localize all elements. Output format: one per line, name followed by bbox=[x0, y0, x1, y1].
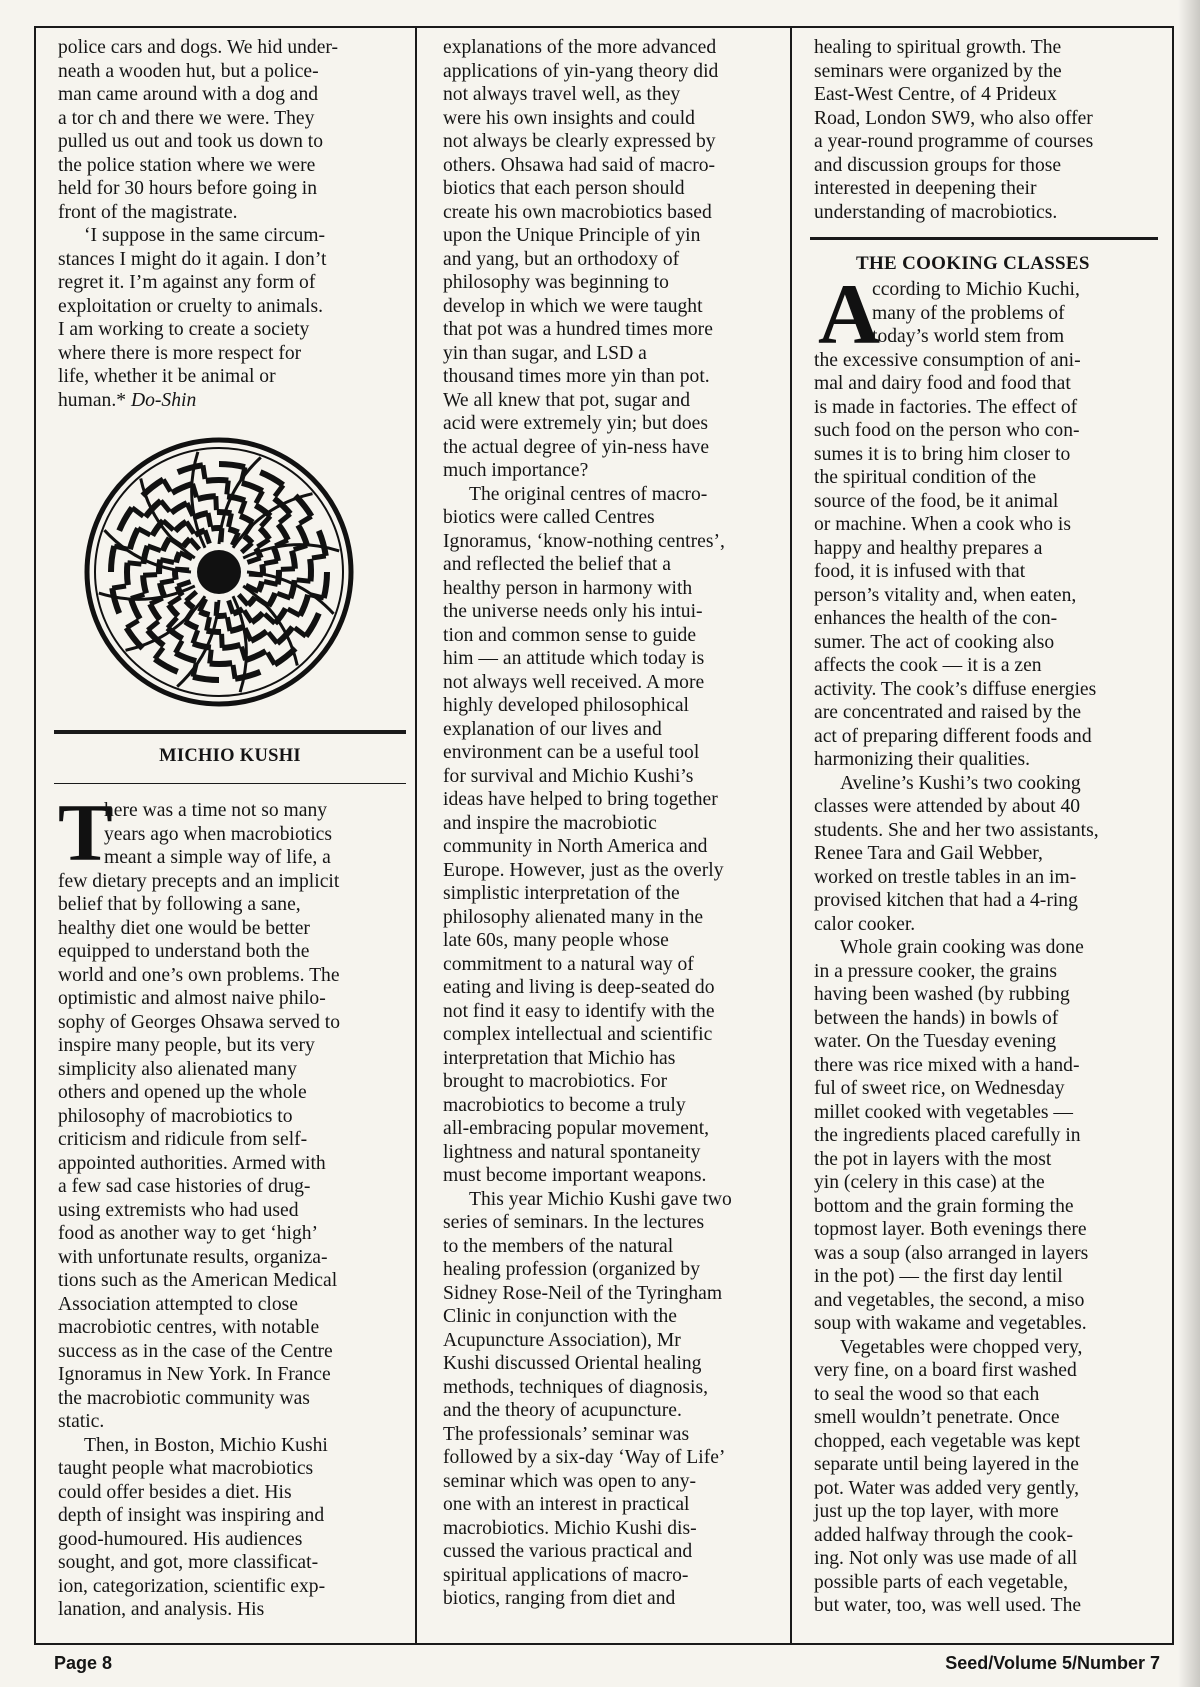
text-line: highly developed philosophical bbox=[443, 695, 689, 716]
emblem-stroke bbox=[297, 580, 311, 582]
text-line: healthy diet one would be better bbox=[58, 917, 310, 939]
emblem-stroke bbox=[130, 528, 138, 549]
column-2-text bbox=[443, 36, 783, 1611]
text-line: lightness and natural spontaneity bbox=[443, 1141, 701, 1163]
emblem-stroke bbox=[155, 659, 178, 672]
emblem-stroke bbox=[298, 525, 307, 545]
text-line: such food on the person who con- bbox=[814, 420, 1080, 441]
text-line: create his own macrobiotics based bbox=[443, 201, 712, 223]
emblem-stroke bbox=[175, 641, 182, 653]
emblem-stroke bbox=[247, 558, 260, 563]
text-line: a year-round programme of courses bbox=[814, 131, 1094, 152]
text-line: Vegetables were chopped very, bbox=[840, 1336, 1083, 1358]
text-line: East-West Centre, of 4 Prideux bbox=[814, 84, 1057, 105]
emblem-stroke bbox=[177, 582, 190, 587]
text-line: spiritual applications of macro- bbox=[443, 1564, 689, 1586]
text-line: macrobiotics to become a truly bbox=[443, 1094, 686, 1116]
text-line: held for 30 hours before going in bbox=[58, 178, 318, 199]
text-line: Then, in Boston, Michio Kushi bbox=[84, 1434, 328, 1456]
text-line: philosophy was beginning to bbox=[443, 272, 669, 293]
text-line: interpretation that Michio has bbox=[443, 1047, 676, 1069]
text-line: simplicity also alienated many bbox=[58, 1058, 297, 1080]
page-edge-shadow bbox=[1178, 0, 1200, 1687]
text-line: ccording to Michio Kuchi, bbox=[872, 279, 1080, 300]
text-line: many of the problems of bbox=[872, 302, 1065, 324]
text-line: brought to macrobiotics. For bbox=[443, 1071, 668, 1092]
text-line: healing profession (organized by bbox=[443, 1259, 701, 1280]
text-line: to the members of the natural bbox=[443, 1235, 674, 1257]
text-line: others and opened up the whole bbox=[58, 1082, 307, 1103]
page-number: Page 8 bbox=[54, 1653, 113, 1673]
text-line: to seal the wood so that each bbox=[814, 1383, 1040, 1405]
emblem-stroke bbox=[203, 465, 205, 479]
text-line: exploitation or cruelty to animals. bbox=[58, 295, 323, 317]
text-line: eating and living is deep-seated do bbox=[443, 977, 715, 998]
text-line: cussed the various practical and bbox=[443, 1541, 693, 1562]
text-line: person’s vitality and, when eaten, bbox=[814, 584, 1077, 606]
column-divider bbox=[415, 28, 417, 1644]
text-line: regret it. I’m against any form of bbox=[58, 272, 316, 293]
text-line: biotics that each person should bbox=[443, 178, 685, 199]
text-line: using extremists who had used bbox=[58, 1199, 299, 1221]
emblem-stroke bbox=[198, 496, 216, 499]
text-line: ideas have helped to bring together bbox=[443, 789, 718, 810]
text-line: equipped to understand both the bbox=[58, 941, 310, 962]
emblem-stroke bbox=[127, 621, 139, 628]
emblem-stroke bbox=[292, 551, 295, 569]
column-1-body-text bbox=[58, 799, 408, 1622]
emblem-stroke bbox=[264, 561, 278, 564]
text-line: provised kitchen that had a 4-ring bbox=[814, 890, 1078, 911]
emblem-stroke bbox=[260, 472, 283, 485]
emblem-stroke bbox=[242, 543, 253, 552]
emblem-stroke bbox=[246, 651, 266, 660]
text-line: taught people what macrobiotics bbox=[58, 1458, 314, 1479]
text-line: belief that by following a sane, bbox=[58, 894, 301, 915]
emblem-stroke bbox=[210, 663, 232, 664]
text-line: Sidney Rose-Neil of the Tyringham bbox=[443, 1282, 723, 1304]
text-line: commitment to a natural way of bbox=[443, 953, 694, 975]
text-line: depth of insight was inspiring and bbox=[58, 1505, 325, 1526]
column-1-top-text bbox=[58, 36, 408, 412]
text-line: simplistic interpretation of the bbox=[443, 883, 680, 904]
closing-line: human.* Do-Shin bbox=[58, 389, 197, 411]
text-line: others. Ohsawa had said of macro- bbox=[443, 154, 716, 176]
emblem-stroke bbox=[175, 653, 196, 661]
text-line: stances I might do it again. I don’t bbox=[58, 248, 327, 270]
text-line: not find it easy to identify with the bbox=[443, 1000, 715, 1022]
text-line: smell wouldn’t penetrate. Once bbox=[814, 1407, 1060, 1428]
text-line: is made in factories. The effect of bbox=[814, 396, 1078, 418]
text-line: series of seminars. In the lectures bbox=[443, 1212, 705, 1233]
text-line: explanations of the more advanced bbox=[443, 37, 717, 58]
emblem-stroke bbox=[216, 496, 217, 510]
emblem-stroke bbox=[163, 480, 170, 492]
text-line: healing to spiritual growth. The bbox=[814, 37, 1062, 58]
emblem-stroke bbox=[264, 582, 278, 585]
text-line: bottom and the grain forming the bbox=[814, 1195, 1074, 1217]
emblem-stroke bbox=[300, 516, 312, 523]
emblem-stroke bbox=[208, 513, 211, 527]
text-line: followed by a six-day ‘Way of Life’ bbox=[443, 1447, 726, 1468]
emblem-stroke bbox=[222, 645, 240, 648]
text-line: pot. Water was added very gently, bbox=[814, 1477, 1080, 1499]
emblem-stroke bbox=[277, 593, 290, 598]
emblem-stroke bbox=[186, 522, 194, 534]
drop-cap: A bbox=[818, 266, 881, 362]
text-line: possible parts of each vegetable, bbox=[814, 1571, 1069, 1593]
text-line: appointed authorities. Armed with bbox=[58, 1152, 326, 1174]
text-line: world and one’s own problems. The bbox=[58, 964, 340, 986]
text-line: between the hands) in bowls of bbox=[814, 1007, 1059, 1029]
text-line: where there is more respect for bbox=[58, 342, 302, 364]
text-line: Acupuncture Association), Mr bbox=[443, 1329, 681, 1351]
text-line: and inspire the macrobiotic bbox=[443, 812, 657, 834]
emblem-stroke bbox=[239, 595, 248, 606]
text-line: much importance? bbox=[443, 460, 589, 481]
text-line: affects the cook — it is a zen bbox=[814, 655, 1042, 676]
emblem-stroke bbox=[197, 550, 241, 594]
text-line: the excessive consumption of ani- bbox=[814, 349, 1081, 371]
emblem-stroke bbox=[324, 572, 327, 598]
emblem-stroke bbox=[268, 653, 275, 665]
text-line: all-embracing popular movement, bbox=[443, 1118, 710, 1139]
text-line: ion, categorization, scientific exp- bbox=[58, 1575, 326, 1597]
text-line: Renee Tara and Gail Webber, bbox=[814, 843, 1043, 864]
emblem-stroke bbox=[155, 648, 163, 659]
text-line: very fine, on a board first washed bbox=[814, 1360, 1077, 1381]
text-line: pulled us out and took us down to bbox=[58, 131, 324, 152]
text-line: and vegetables, the second, a miso bbox=[814, 1289, 1085, 1311]
text-line: a tor ch and there we were. They bbox=[58, 107, 315, 129]
text-line: philosophy alienated many in the bbox=[443, 906, 704, 928]
text-line: criticism and ridicule from self- bbox=[58, 1129, 308, 1150]
text-line: thousand times more yin than pot. bbox=[443, 366, 710, 387]
text-line: inspire many people, but its very bbox=[58, 1035, 315, 1056]
text-line: and the theory of acupuncture. bbox=[443, 1400, 682, 1421]
text-line: biotics were called Centres bbox=[443, 507, 655, 528]
text-line: sought, and got, more classificat- bbox=[58, 1552, 319, 1573]
text-line: act of preparing different foods and bbox=[814, 725, 1092, 747]
emblem-stroke bbox=[258, 539, 270, 547]
drop-cap: T bbox=[58, 787, 113, 878]
emblem-stroke bbox=[240, 501, 245, 514]
text-line: could offer besides a diet. His bbox=[58, 1481, 292, 1503]
text-line: for survival and Michio Kushi’s bbox=[443, 765, 694, 787]
text-line: tion and common sense to guide bbox=[443, 624, 697, 646]
text-line: biotics, ranging from diet and bbox=[443, 1588, 676, 1609]
text-line: students. She and her two assistants, bbox=[814, 819, 1099, 841]
text-line: the pot in layers with the most bbox=[814, 1148, 1052, 1170]
emblem-stroke bbox=[171, 503, 187, 513]
text-line: him — an attitude which today is bbox=[443, 648, 705, 669]
text-line: water. On the Tuesday evening bbox=[814, 1031, 1057, 1052]
emblem-stroke bbox=[229, 600, 234, 613]
column-3-top-text bbox=[814, 36, 1166, 224]
text-line: and yang, but an orthodoxy of bbox=[443, 248, 680, 270]
emblem-stroke bbox=[227, 481, 229, 495]
text-line: explanation of our lives and bbox=[443, 718, 662, 740]
text-line: sumes it is to bring him closer to bbox=[814, 443, 1071, 465]
emblem-stroke bbox=[251, 631, 267, 641]
text-line: Kushi discussed Oriental healing bbox=[443, 1353, 702, 1374]
text-line: We all knew that pot, sugar and bbox=[443, 389, 691, 411]
emblem-stroke bbox=[219, 464, 245, 467]
emblem-stroke bbox=[143, 575, 146, 593]
text-line: The professionals’ seminar was bbox=[443, 1423, 690, 1445]
text-line: This year Michio Kushi gave two bbox=[469, 1188, 732, 1210]
text-line: ful of sweet rice, on Wednesday bbox=[814, 1078, 1065, 1099]
emblem-stroke bbox=[112, 586, 126, 588]
emblem-stroke bbox=[207, 617, 210, 631]
emblem-stroke bbox=[319, 531, 326, 556]
signature: Do-Shin bbox=[130, 389, 197, 411]
emblem-stroke bbox=[111, 546, 114, 572]
text-line: today’s world stem from bbox=[872, 326, 1065, 347]
text-line: food, it is infused with that bbox=[814, 561, 1026, 582]
column-divider bbox=[790, 28, 792, 1644]
emblem-stroke bbox=[161, 501, 170, 512]
emblem-stroke bbox=[235, 672, 260, 679]
section-rule bbox=[810, 237, 1158, 240]
emblem-stroke bbox=[178, 465, 203, 472]
emblem-stroke bbox=[300, 595, 308, 616]
text-line: topmost layer. Both evenings there bbox=[814, 1219, 1087, 1240]
text-line: added halfway through the cook- bbox=[814, 1524, 1073, 1546]
text-line: chopped, each vegetable was kept bbox=[814, 1430, 1081, 1452]
text-line: Association attempted to close bbox=[58, 1293, 298, 1315]
emblem-stroke bbox=[186, 592, 197, 601]
emblem-stroke bbox=[281, 569, 295, 570]
text-line: macrobiotic centres, with notable bbox=[58, 1317, 320, 1338]
text-line: seminar which was open to any- bbox=[443, 1470, 697, 1492]
emblem-stroke bbox=[128, 563, 142, 565]
text-line: one with an interest in practical bbox=[443, 1494, 690, 1515]
emblem-stroke bbox=[206, 480, 228, 481]
emblem-stroke bbox=[275, 485, 283, 496]
text-line: there was rice mixed with a hand- bbox=[814, 1054, 1080, 1076]
section-rule bbox=[54, 783, 406, 784]
emblem-stroke bbox=[233, 665, 235, 679]
text-line: was a soup (also arranged in layers bbox=[814, 1242, 1089, 1264]
emblem-stroke bbox=[256, 491, 263, 503]
emblem-stroke bbox=[132, 508, 143, 516]
text-line: philosophy of macrobiotics to bbox=[58, 1105, 293, 1127]
text-line: separate until being layered in the bbox=[814, 1454, 1079, 1475]
text-line: in a pressure cooker, the grains bbox=[814, 960, 1057, 982]
emblem-stroke bbox=[160, 580, 174, 583]
text-line: complex intellectual and scientific bbox=[443, 1024, 713, 1045]
text-line: healthy person in harmony with bbox=[443, 577, 693, 599]
text-line: worked on trestle tables in an im- bbox=[814, 866, 1077, 888]
text-line: not always travel well, as they bbox=[443, 84, 681, 105]
emblem-stroke bbox=[295, 628, 306, 636]
text-line: the spiritual condition of the bbox=[814, 467, 1037, 488]
emblem-stroke bbox=[312, 556, 326, 558]
text-line: I am working to create a society bbox=[58, 319, 310, 340]
emblem-stroke bbox=[150, 604, 160, 620]
text-line: classes were attended by about 40 bbox=[814, 796, 1081, 817]
text-line: seminars were organized by the bbox=[814, 60, 1062, 82]
text-line: upon the Unique Principle of yin bbox=[443, 225, 701, 246]
text-line: here was a time not so many bbox=[104, 800, 328, 821]
text-line: calor cooker. bbox=[814, 913, 916, 935]
text-line: Whole grain cooking was done bbox=[840, 937, 1084, 958]
emblem-stroke bbox=[268, 632, 277, 643]
emblem-stroke bbox=[169, 597, 181, 605]
text-line: interested in deepening their bbox=[814, 178, 1037, 199]
section-heading: MICHIO KUSHI bbox=[159, 746, 301, 766]
text-line: sophy of Georges Ohsawa served to bbox=[58, 1011, 341, 1033]
text-line: just up the top layer, with more bbox=[814, 1501, 1059, 1522]
text-line: late 60s, many people whose bbox=[443, 930, 669, 951]
emblem-stroke bbox=[205, 530, 210, 543]
text-line: the police station where we were bbox=[58, 154, 316, 176]
text-line: ing. Not only was use made of all bbox=[814, 1548, 1078, 1569]
text-line: harmonizing their qualities. bbox=[814, 749, 1031, 770]
text-line: neath a wooden hut, but a police- bbox=[58, 60, 319, 82]
text-line: the universe needs only his intui- bbox=[443, 601, 703, 622]
text-line: good-humoured. His audiences bbox=[58, 1528, 303, 1550]
text-line: and reflected the belief that a bbox=[443, 554, 671, 575]
text-line: enhances the health of the con- bbox=[814, 608, 1058, 629]
text-line: static. bbox=[58, 1411, 105, 1432]
emblem-stroke bbox=[210, 650, 212, 664]
text-line: the macrobiotic community was bbox=[58, 1387, 310, 1409]
text-line: understanding of macrobiotics. bbox=[814, 201, 1058, 223]
emblem-stroke bbox=[148, 621, 159, 630]
text-line: Road, London SW9, who also offer bbox=[814, 107, 1093, 129]
section-rule bbox=[54, 730, 406, 734]
text-line: happy and healthy prepares a bbox=[814, 537, 1043, 559]
text-line: source of the food, be it animal bbox=[814, 490, 1059, 512]
emblem-stroke bbox=[193, 677, 219, 680]
issue-label: Seed/Volume 5/Number 7 bbox=[945, 1653, 1160, 1673]
emblem-stroke bbox=[160, 560, 174, 563]
text-line: Europe. However, just as the overly bbox=[443, 859, 724, 881]
emblem-stroke bbox=[119, 508, 132, 531]
text-line: optimistic and almost naive philo- bbox=[58, 988, 326, 1009]
cooking-classes-heading: THE COOKING CLASSES bbox=[856, 253, 1090, 274]
text-line: success as in the case of the Centre bbox=[58, 1340, 333, 1362]
text-line: in the pot) — the first day lentil bbox=[814, 1266, 1063, 1287]
text-line: sumer. The act of cooking also bbox=[814, 631, 1055, 653]
text-line: Aveline’s Kushi’s two cooking bbox=[840, 772, 1081, 794]
text-line: The original centres of macro- bbox=[469, 483, 708, 505]
text-line: but water, too, was well used. The bbox=[814, 1595, 1082, 1616]
text-line: the ingredients placed carefully in bbox=[814, 1125, 1081, 1146]
text-line: meant a simple way of life, a bbox=[104, 847, 331, 868]
text-line: that pot was a hundred times more bbox=[443, 319, 713, 340]
text-line: yin than sugar, and LSD a bbox=[443, 342, 647, 364]
emblem-stroke bbox=[244, 611, 252, 623]
column-3-body-text bbox=[814, 278, 1166, 1618]
emblem-stroke bbox=[222, 634, 223, 648]
emblem-stroke bbox=[127, 563, 128, 585]
text-line: few dietary precepts and an implicit bbox=[58, 870, 340, 892]
emblem-stroke bbox=[288, 609, 300, 616]
text-line: not always well received. A more bbox=[443, 671, 705, 693]
text-line: with unfortunate results, organiza- bbox=[58, 1246, 328, 1268]
text-line: ‘I suppose in the same circum- bbox=[84, 225, 326, 246]
text-line: years ago when macrobiotics bbox=[104, 823, 332, 845]
text-line: lanation, and analysis. His bbox=[58, 1599, 265, 1620]
text-line: soup with wakame and vegetables. bbox=[814, 1313, 1087, 1334]
emblem-stroke bbox=[229, 513, 232, 527]
text-line: methods, techniques of diagnosis, bbox=[443, 1376, 709, 1398]
text-line: man came around with a dog and bbox=[58, 84, 319, 105]
text-line: millet cooked with vegetables — bbox=[814, 1101, 1074, 1123]
emblem-stroke bbox=[172, 484, 192, 493]
emblem-stroke bbox=[143, 575, 157, 576]
emblem-stroke bbox=[242, 483, 263, 491]
text-line: mal and dairy food and food that bbox=[814, 373, 1071, 394]
emblem-stroke bbox=[193, 630, 198, 643]
text-line: environment can be a useful tool bbox=[443, 742, 700, 763]
emblem-stroke bbox=[306, 613, 319, 636]
text-line: tions such as the American Medical bbox=[58, 1270, 338, 1291]
text-line: not always be clearly expressed by bbox=[443, 131, 716, 152]
text-line: food as another way to get ‘high’ bbox=[58, 1223, 319, 1244]
text-line: yin (celery in this case) at the bbox=[814, 1172, 1045, 1193]
text-line: develop in which we were taught bbox=[443, 295, 703, 317]
text-line: police cars and dogs. We hid under- bbox=[58, 37, 339, 58]
text-line: and discussion groups for those bbox=[814, 154, 1062, 176]
text-line: Ignoramus, ‘know-nothing centres’, bbox=[443, 530, 725, 552]
text-line: a few sad case histories of drug- bbox=[58, 1176, 311, 1197]
emblem-stroke bbox=[138, 528, 150, 535]
emblem-stroke bbox=[190, 539, 199, 550]
text-line: macrobiotics. Michio Kushi dis- bbox=[443, 1517, 697, 1539]
text-line: or machine. When a cook who is bbox=[814, 514, 1072, 535]
text-line: acid were extremely yin; but does bbox=[443, 413, 708, 434]
text-line: life, whether it be animal or bbox=[58, 366, 276, 387]
emblem-stroke bbox=[279, 514, 290, 523]
text-line: must become important weapons. bbox=[443, 1165, 707, 1186]
emblem-stroke bbox=[131, 599, 140, 619]
text-line: the actual degree of yin-ness have bbox=[443, 436, 710, 458]
text-line: were his own insights and could bbox=[443, 107, 695, 129]
text-line: having been washed (by rubbing bbox=[814, 984, 1070, 1005]
text-line: applications of yin-yang theory did bbox=[443, 60, 719, 82]
text-line: are concentrated and raised by the bbox=[814, 702, 1082, 723]
emblem-stroke bbox=[148, 546, 161, 551]
emblem-stroke bbox=[278, 524, 288, 540]
text-line: front of the magistrate. bbox=[58, 201, 238, 223]
text-line: community in North America and bbox=[443, 836, 708, 857]
emblem-stroke bbox=[227, 617, 230, 631]
circular-emblem-illustration bbox=[82, 430, 356, 715]
text-line: activity. The cook’s diffuse energies bbox=[814, 678, 1097, 700]
emblem-stroke bbox=[310, 559, 311, 581]
text-line: Clinic in conjunction with the bbox=[443, 1306, 678, 1327]
text-line: Ignoramus in New York. In France bbox=[58, 1364, 331, 1385]
emblem-stroke bbox=[112, 588, 119, 613]
